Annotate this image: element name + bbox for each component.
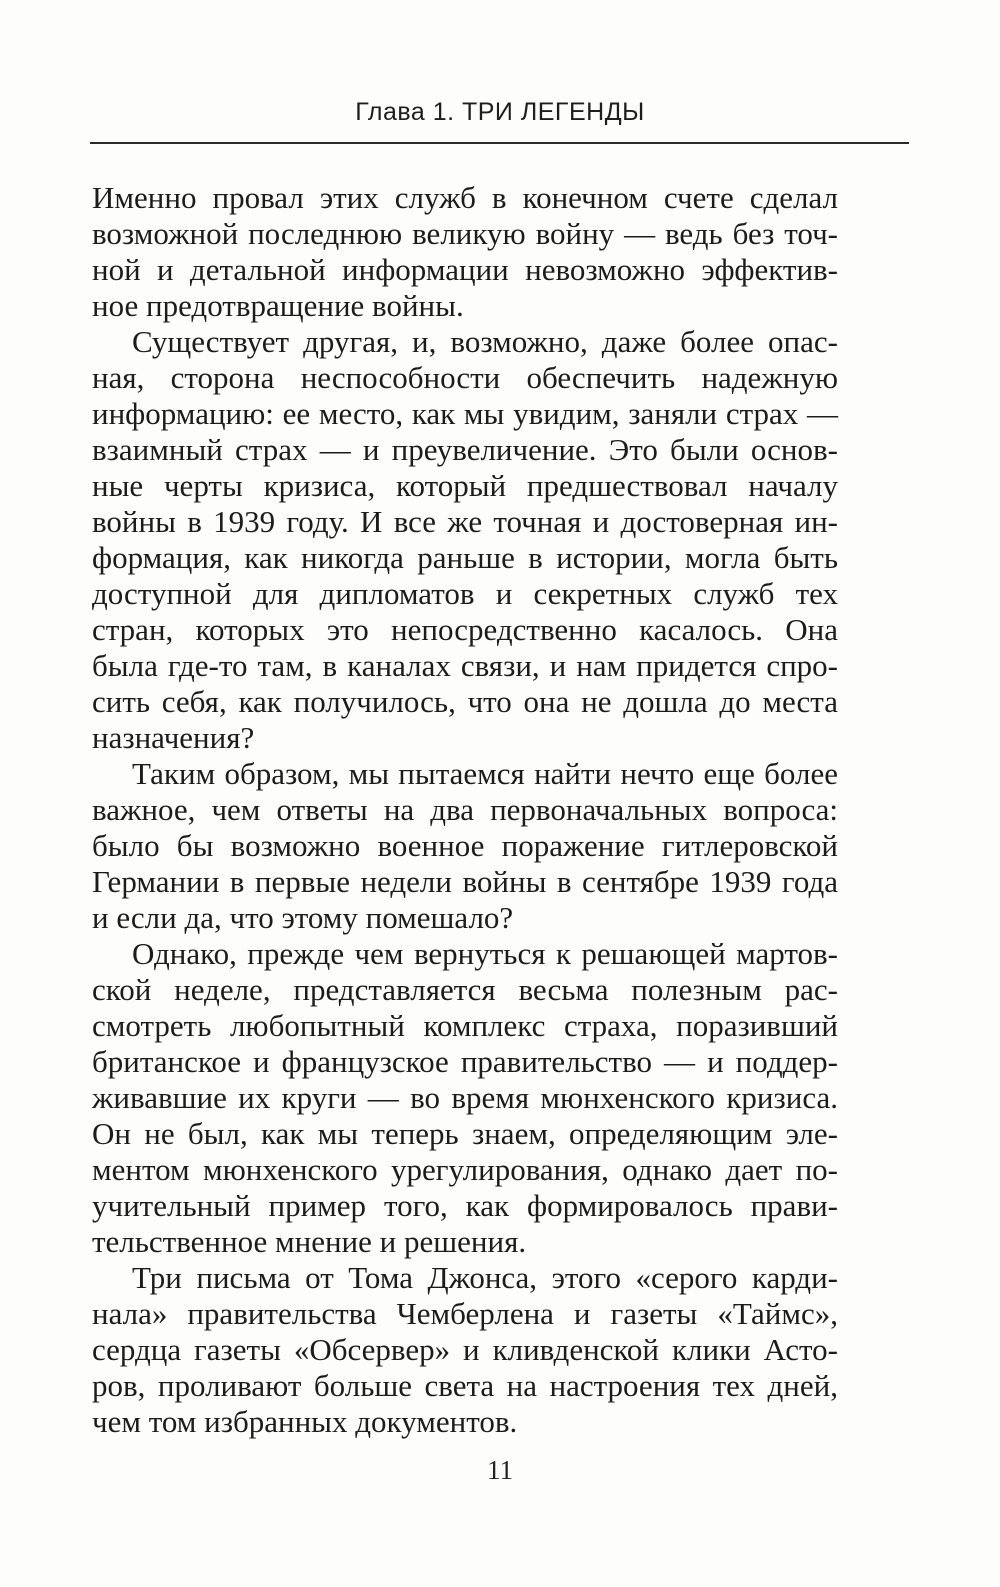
text-line: Именно провал этих служб в конечном счете сделал: [92, 180, 838, 215]
text-line: чем том избранных документов.: [92, 1404, 518, 1439]
text-line: было бы возможно военное поражение гитлеровской: [92, 828, 838, 863]
paragraph-4: [92, 936, 838, 1260]
text-line: ной и детальной информации невозможно эффектив-: [92, 252, 838, 287]
paragraph-3: [92, 756, 838, 936]
text-line: смотреть любопытный комплекс страха, поразивший: [92, 1008, 838, 1043]
text-line: Он не был, как мы теперь знаем, определяющим эле-: [92, 1116, 838, 1151]
text-line: Существует другая, и, возможно, даже более опас-: [132, 324, 838, 359]
text-line: войны в 1939 году. И все же точная и достоверная ин-: [92, 504, 838, 539]
text-line: сить себя, как получилось, что она не дошла до места: [92, 684, 838, 719]
text-line: Однако, прежде чем вернуться к решающей мартов-: [132, 936, 838, 971]
text-line: сердца газеты «Обсервер» и кливденской клики Асто-: [92, 1332, 838, 1367]
text-line: учительный пример того, как формировалось прави-: [92, 1188, 838, 1223]
text-line: информацию: ее место, как мы увидим, заняли страх —: [92, 396, 838, 431]
text-line: ная, сторона неспособности обеспечить надежную: [92, 360, 838, 395]
text-line: ное предотвращение войны.: [92, 288, 464, 323]
text-line: живавшие их круги — во время мюнхенского кризиса.: [92, 1080, 838, 1115]
paragraph-1: [92, 180, 838, 324]
text-line: возможной последнюю великую войну — ведь без точ-: [92, 216, 838, 251]
text-line: была где-то там, в каналах связи, и нам придется спро-: [92, 648, 838, 683]
text-line: британское и французское правительство — и поддер-: [92, 1044, 838, 1079]
text-line: доступной для дипломатов и секретных служб тех: [92, 576, 838, 611]
text-line: ные черты кризиса, который предшествовал началу: [92, 468, 838, 503]
text-line: Таким образом, мы пытаемся найти нечто еще более: [132, 756, 838, 791]
text-line: нала» правительства Чемберлена и газеты «Таймс»,: [92, 1296, 838, 1331]
text-line: тельственное мнение и решения.: [92, 1224, 527, 1259]
text-line: назначения?: [92, 720, 255, 755]
text-line: Три письма от Тома Джонса, этого «серого карди-: [132, 1260, 838, 1295]
text-line: взаимный страх — и преувеличение. Это были основ-: [92, 432, 838, 467]
body-text: [92, 180, 838, 1440]
text-line: стран, которых это непосредственно касалось. Она: [92, 612, 838, 647]
text-line: формация, как никогда раньше в истории, могла быть: [92, 540, 838, 575]
text-line: ской неделе, представляется весьма полезным рас-: [92, 972, 838, 1007]
running-head: Глава 1. ТРИ ЛЕГЕНДЫ: [355, 98, 645, 126]
page-number: 11: [487, 1455, 513, 1485]
paragraph-5: [92, 1260, 838, 1440]
text-line: важное, чем ответы на два первоначальных вопроса:: [92, 792, 838, 827]
text-line: ров, проливают больше света на настроения тех дней,: [92, 1368, 838, 1403]
text-line: и если да, что этому помешало?: [92, 900, 514, 935]
text-line: ментом мюнхенского урегулирования, однако дает по-: [92, 1152, 838, 1187]
header-rule: [90, 142, 909, 144]
paragraph-2: [92, 324, 838, 756]
text-line: Германии в первые недели войны в сентябре 1939 года: [92, 864, 838, 899]
